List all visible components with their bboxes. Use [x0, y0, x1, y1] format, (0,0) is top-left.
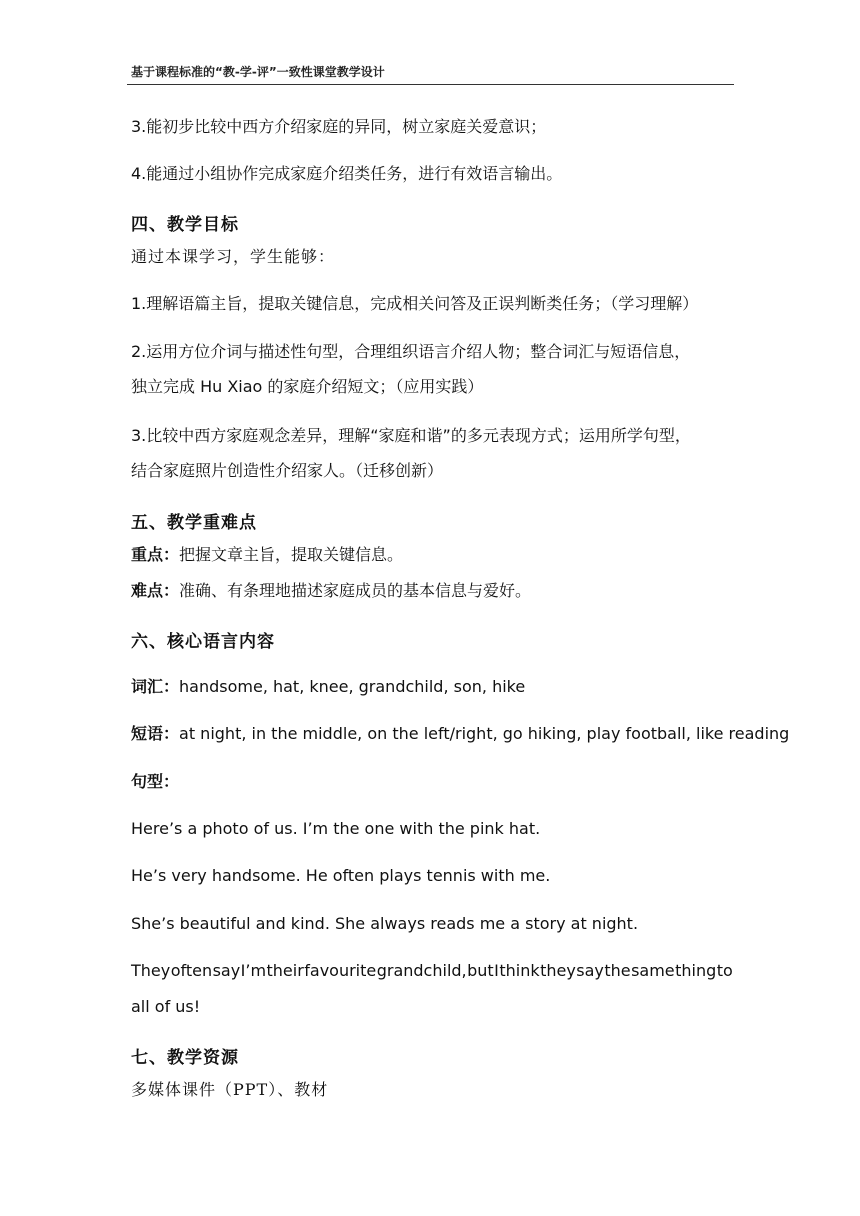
difficulty-text: 准确、有条理地描述家庭成员的基本信息与爱好。: [179, 581, 532, 600]
word: favourite: [304, 961, 377, 980]
difficulty-label: 难点：: [131, 581, 180, 600]
sentence-pattern-1: Here’s a photo of us. I’m the one with the pink hat.: [131, 819, 541, 838]
vocabulary-text: handsome, hat, knee, grandchild, son, hike: [179, 677, 526, 696]
vocabulary-row: [131, 677, 525, 697]
phrases-text: at night, in the middle, on the left/right, go hiking, play football, like reading: [179, 724, 790, 743]
page-header-title: 基于课程标准的“教-学-评”一致性课堂教学设计: [131, 65, 385, 79]
key-point-label: 重点：: [131, 545, 180, 564]
word: their: [266, 961, 304, 980]
objective-1: 1.理解语篇主旨，提取关键信息，完成相关问答及正误判断类任务；（学习理解）: [131, 294, 699, 313]
difficulty-row: [131, 581, 531, 601]
objective-2-line-2: 独立完成 Hu Xiao 的家庭介绍短文；（应用实践）: [131, 377, 484, 396]
word: think: [499, 961, 540, 980]
word: say: [212, 961, 241, 980]
word: They: [131, 961, 171, 980]
header-divider: [127, 84, 734, 85]
word: same: [631, 961, 675, 980]
key-point-text: 把握文章主旨，提取关键信息。: [179, 545, 404, 564]
sentence-pattern-2: He’s very handsome. He often plays tennis with me.: [131, 866, 551, 885]
section-heading-resources: 七、教学资源: [131, 1048, 239, 1068]
objective-3-line-1: 3.比较中西方家庭观念差异，理解“家庭和谐”的多元表现方式；运用所学句型，: [131, 426, 691, 445]
vocabulary-label: 词汇：: [131, 677, 180, 696]
word: they: [540, 961, 576, 980]
word: say: [576, 961, 604, 980]
sentence-pattern-4-line-2: all of us!: [131, 997, 201, 1016]
objectives-intro: 通过本课学习，学生能够：: [131, 247, 336, 266]
objective-3-line-2: 结合家庭照片创造性介绍家人。（迁移创新）: [131, 461, 444, 480]
resources-text: 多媒体课件（PPT）、教材: [131, 1080, 329, 1099]
word: the: [604, 961, 631, 980]
section-heading-objectives: 四、教学目标: [131, 215, 239, 235]
section-heading-core-language: 六、核心语言内容: [131, 632, 275, 652]
word: I: [494, 961, 499, 980]
sentence-patterns-label: 句型：: [131, 772, 180, 791]
objective-2-line-1: 2.运用方位介词与描述性句型，合理组织语言介绍人物；整合词汇与短语信息，: [131, 342, 691, 361]
phrases-row: [131, 724, 789, 744]
sentence-pattern-4-line-1: [131, 961, 733, 981]
goal-line-3: 3.能初步比较中西方介绍家庭的异同，树立家庭关爱意识；: [131, 117, 547, 136]
section-heading-key-points: 五、教学重难点: [131, 513, 257, 533]
phrases-label: 短语：: [131, 724, 180, 743]
word: thing: [675, 961, 717, 980]
word: to: [716, 961, 733, 980]
word: often: [170, 961, 213, 980]
word: but: [467, 961, 494, 980]
goal-line-4: 4.能通过小组协作完成家庭介绍类任务，进行有效语言输出。: [131, 164, 563, 183]
word: grandchild,: [376, 961, 467, 980]
key-point-row: [131, 545, 403, 565]
word: I’m: [240, 961, 267, 980]
sentence-pattern-3: She’s beautiful and kind. She always reads me a story at night.: [131, 914, 639, 933]
